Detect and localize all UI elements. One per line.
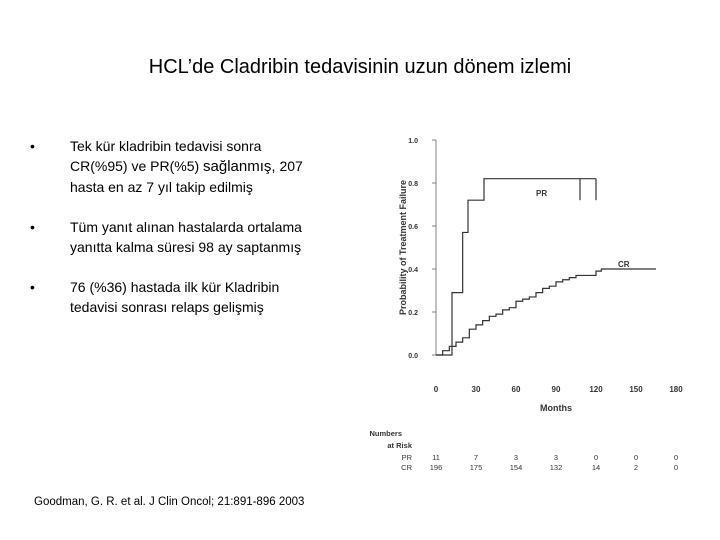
bullet-marker: • <box>30 279 35 295</box>
risk-cell: 0 <box>673 453 679 462</box>
risk-row-label: CR <box>401 463 412 472</box>
bullet-marker: • <box>30 138 35 154</box>
risk-cell: 11 <box>432 453 440 462</box>
risk-cell: 7 <box>473 453 479 462</box>
risk-cell: 0 <box>673 463 679 472</box>
y-tick-label: 0.0 <box>408 353 418 360</box>
km-chart-svg <box>360 130 720 480</box>
bullet-text-emphasis: sağlanmış, <box>203 158 276 175</box>
series-label-pr: PR <box>536 189 548 198</box>
bullet-text: hasta en az 7 yıl takip edilmiş <box>70 179 253 195</box>
risk-cell: 3 <box>553 453 559 462</box>
risk-cell: 132 <box>549 463 563 472</box>
y-tick-label: 1.0 <box>408 138 418 145</box>
km-chart <box>360 130 720 480</box>
bullet-list <box>30 136 360 337</box>
risk-cell: 175 <box>469 463 483 472</box>
bullet-text: Tek kür kladribin tedavisi sonra <box>70 138 262 154</box>
x-tick-label: 90 <box>551 385 561 394</box>
y-axis-label: Probability of Treatment Failure <box>398 179 408 316</box>
series-label-cr: CR <box>618 260 630 269</box>
y-tick-label: 0.8 <box>408 181 418 188</box>
risk-cell: 0 <box>593 453 599 462</box>
risk-cell: 196 <box>429 463 443 472</box>
bullet-text: 76 (%36) hastada ilk kür Kladribin <box>70 279 280 295</box>
risk-cell: 154 <box>509 463 523 472</box>
bullet-item <box>30 277 360 317</box>
x-tick-label: 150 <box>629 385 643 394</box>
x-tick-label: 60 <box>511 385 521 394</box>
bullet-text: 207 <box>275 158 303 174</box>
bullet-item <box>30 217 360 257</box>
x-tick-label: 30 <box>471 385 481 394</box>
x-axis-label: Months <box>540 403 572 413</box>
citation: Goodman, G. R. et al. J Clin Oncol; 21:891-896 2003 <box>34 496 305 508</box>
y-tick-label: 0.2 <box>408 310 418 317</box>
x-tick-label: 0 <box>433 385 439 394</box>
series-line-cr <box>436 269 656 355</box>
bullet-text: tedavisi sonrası relaps gelişmiş <box>70 299 264 315</box>
risk-table-header: Numbers <box>369 429 402 438</box>
bullet-text: Tüm yanıt alınan hastalarda ortalama <box>70 219 302 235</box>
risk-table-header: at Risk <box>387 441 412 450</box>
y-tick-label: 0.4 <box>408 267 418 274</box>
risk-cell: 14 <box>591 463 601 472</box>
bullet-marker: • <box>30 219 35 235</box>
x-tick-label: 180 <box>669 385 683 394</box>
y-tick-label: 0.6 <box>408 224 418 231</box>
risk-cell: 3 <box>513 453 519 462</box>
bullet-item <box>30 136 360 197</box>
bullet-text: CR(%95) ve PR(%5) <box>70 158 200 174</box>
bullet-text: yanıtta kalma süresi 98 ay saptanmış <box>70 239 302 255</box>
risk-row-label: PR <box>401 453 412 462</box>
series-line-pr <box>436 179 596 355</box>
slide-title: HCL’de Cladribin tedavisinin uzun dönem izlemi <box>148 56 572 78</box>
x-tick-label: 120 <box>589 385 603 394</box>
risk-cell: 2 <box>633 463 639 472</box>
risk-cell: 0 <box>633 453 639 462</box>
